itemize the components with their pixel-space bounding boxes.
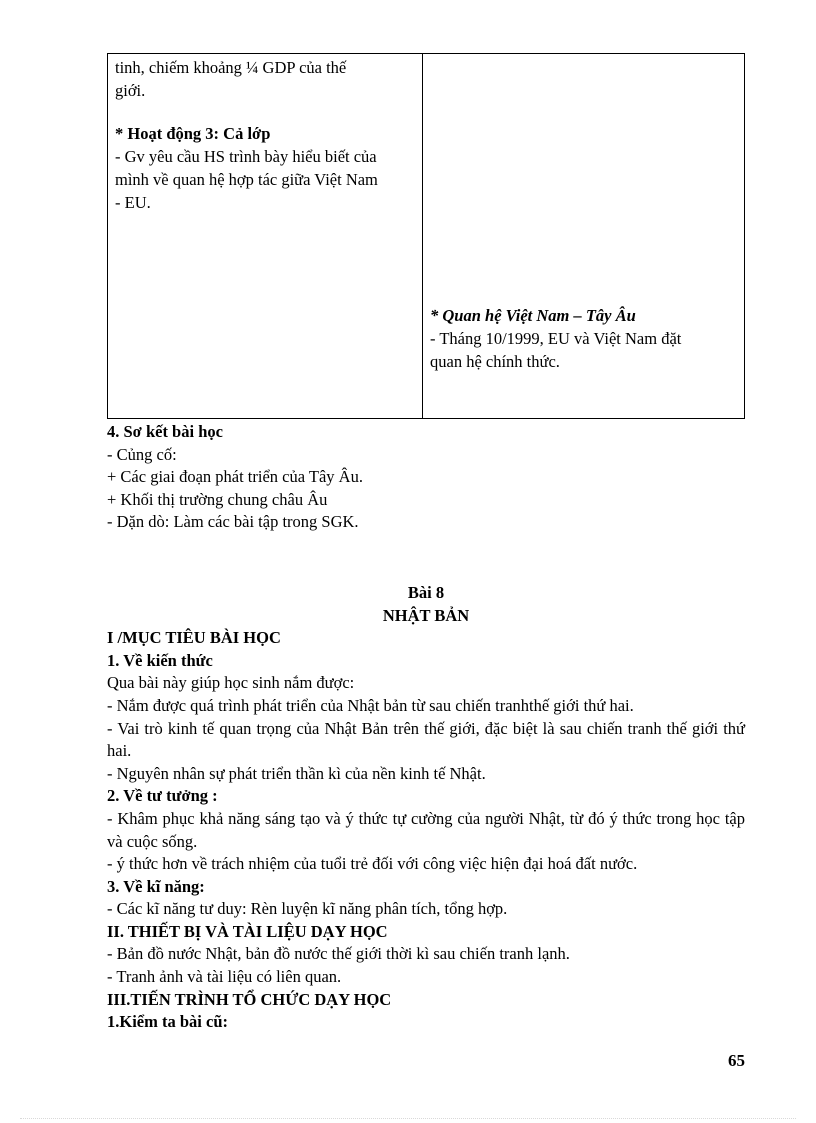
footer-divider	[20, 1118, 796, 1119]
body-text: - Nguyên nhân sự phát triển thần kì của nền kinh tế Nhật.	[107, 763, 486, 783]
page-number: 65	[728, 1051, 745, 1070]
table-text: tinh, chiếm khoảng ¼ GDP của thế	[115, 58, 347, 77]
section-heading: I /MỤC TIÊU BÀI HỌC	[107, 628, 281, 648]
relations-heading: * Quan hệ Việt Nam – Tây Âu	[430, 306, 636, 325]
table-text: - Gv yêu cầu HS trình bày hiểu biết của	[115, 147, 377, 166]
summary-item: - Củng cố:	[107, 444, 177, 464]
summary-heading: 4. Sơ kết bài học	[107, 422, 223, 441]
body-text: - Nắm được quá trình phát triển của Nhật bản từ sau chiến tranhthế giới thứ hai.	[107, 695, 634, 715]
page-content	[107, 421, 745, 1034]
table-text: - Tháng 10/1999, EU và Việt Nam đặt	[430, 329, 682, 348]
table-text: quan hệ chính thức.	[430, 352, 560, 371]
table-left-cell	[108, 54, 423, 418]
subsection-heading: 2. Về tư tưởng :	[107, 786, 218, 806]
section-heading: III.TIẾN TRÌNH TỔ CHỨC DẠY HỌC	[107, 989, 392, 1009]
table-text: mình về quan hệ hợp tác giữa Việt Nam	[115, 170, 378, 189]
subsection-heading: 1.Kiểm ta bài cũ:	[107, 1012, 228, 1032]
body-text: - Bản đồ nước Nhật, bản đồ nước thế giới thời kì sau chiến tranh lạnh.	[107, 944, 570, 964]
subsection-heading: 1. Về kiến thức	[107, 650, 213, 670]
body-text: - Tranh ảnh và tài liệu có liên quan.	[107, 967, 342, 987]
summary-item: - Dặn dò: Làm các bài tập trong SGK.	[107, 512, 359, 532]
summary-item: + Các giai đoạn phát triển của Tây Âu.	[107, 467, 363, 487]
table-right-cell	[423, 54, 744, 418]
subsection-heading: 3. Về kĩ năng:	[107, 876, 205, 896]
body-text: - Khâm phục khả năng sáng tạo và ý thức tự cường của người Nhật, từ đó ý thức trong học tập và cuộc sống.	[107, 808, 745, 851]
lesson-table	[107, 53, 745, 419]
lesson-title: NHẬT BẢN	[382, 605, 470, 625]
body-text: - Vai trò kinh tế quan trọng của Nhật Bản trên thế giới, đặc biệt là sau chiến tranh thế giới thứ hai.	[107, 718, 745, 761]
lesson-number: Bài 8	[407, 582, 445, 602]
body-text: - Các kĩ năng tư duy: Rèn luyện kĩ năng phân tích, tổng hợp.	[107, 899, 508, 919]
section-heading: II. THIẾT BỊ VÀ TÀI LIỆU DẠY HỌC	[107, 921, 388, 941]
activity-heading: * Hoạt động 3: Cả lớp	[115, 124, 271, 143]
summary-item: + Khối thị trường chung châu Âu	[107, 489, 328, 509]
body-text: - ý thức hơn về trách nhiệm của tuổi trẻ đối với công việc hiện đại hoá đất nước.	[107, 854, 638, 874]
body-text: Qua bài này giúp học sinh nắm được:	[107, 673, 355, 693]
table-text: - EU.	[115, 193, 151, 212]
table-text: giới.	[115, 81, 146, 100]
